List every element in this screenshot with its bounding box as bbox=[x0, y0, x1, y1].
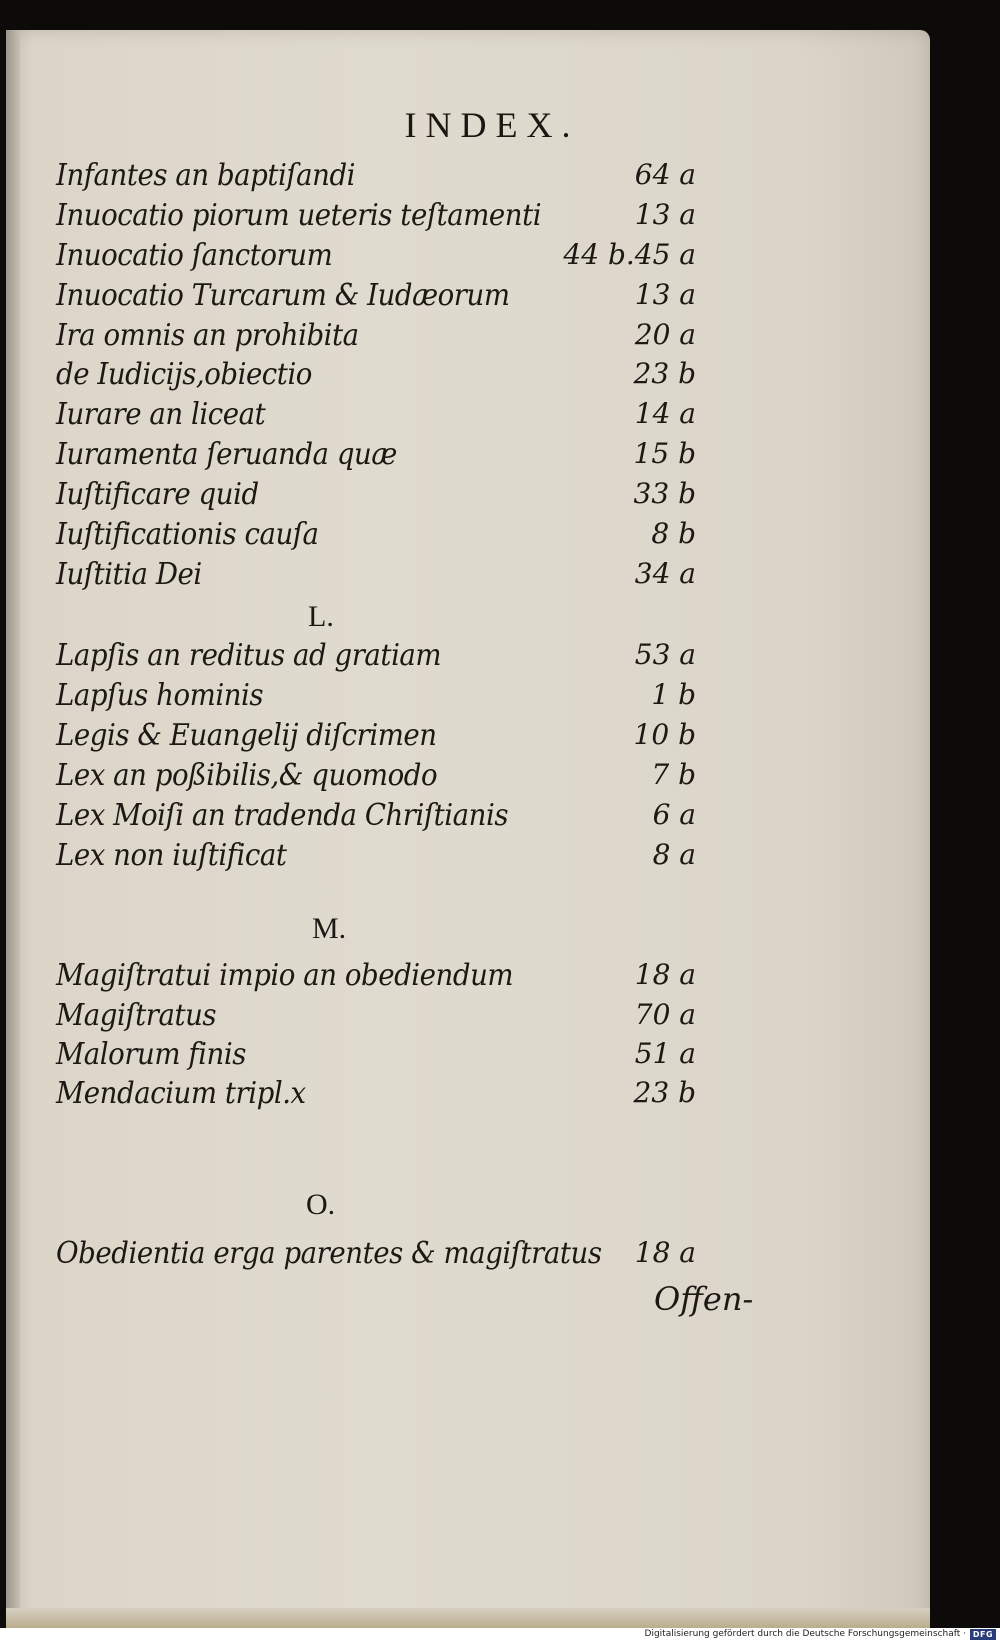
entry-term: Iuramenta ſeruanda quæ bbox=[56, 437, 397, 472]
index-entry bbox=[56, 318, 696, 358]
entry-term: Iuſtificationis cauſa bbox=[56, 517, 319, 552]
entry-term: Inuocatio ſanctorum bbox=[56, 238, 333, 273]
page-heading: INDEX. bbox=[404, 105, 580, 145]
entry-page-ref: 1 b bbox=[651, 678, 696, 711]
index-entry bbox=[56, 998, 696, 1038]
index-entry bbox=[56, 278, 696, 318]
index-entry bbox=[56, 838, 696, 878]
entry-term: Iuſtitia Dei bbox=[56, 557, 202, 592]
index-entry bbox=[56, 397, 696, 437]
entry-term: Legis & Euangelij diſcrimen bbox=[56, 718, 437, 753]
entry-term: Iuſtificare quid bbox=[56, 477, 259, 512]
entry-page-ref: 23 b bbox=[633, 357, 696, 390]
index-entry bbox=[56, 238, 696, 278]
entry-term: Malorum finis bbox=[56, 1037, 246, 1072]
funding-credit: Digitalisierung gefördert durch die Deutsche Forschungsgemeinschaft · bbox=[644, 1629, 966, 1639]
entry-term: Lex Moiſi an tradenda Chriſtianis bbox=[56, 798, 509, 833]
index-entry bbox=[56, 437, 696, 477]
index-entry bbox=[56, 477, 696, 517]
entry-page-ref: 64 a bbox=[634, 158, 696, 191]
section-letter-m: M. bbox=[312, 912, 347, 945]
page-bottom-edge bbox=[6, 1608, 930, 1628]
section-letter-o: O. bbox=[306, 1188, 336, 1221]
entry-term: Magiſtratus bbox=[56, 998, 217, 1033]
section-letter-l: L. bbox=[308, 600, 334, 633]
entry-page-ref: 6 a bbox=[652, 798, 696, 831]
entry-term: Inuocatio Turcarum & Iudæorum bbox=[56, 278, 510, 313]
index-entry bbox=[56, 758, 696, 798]
entry-term: Inuocatio piorum ueteris teſtamenti bbox=[56, 198, 542, 233]
entry-term: Lapſus hominis bbox=[56, 678, 264, 713]
entry-page-ref: 33 b bbox=[633, 477, 696, 510]
entry-term: Ira omnis an prohibita bbox=[56, 318, 359, 353]
index-entry bbox=[56, 1076, 696, 1116]
index-entry bbox=[56, 1236, 696, 1276]
entry-page-ref: 20 a bbox=[634, 318, 696, 351]
index-entry bbox=[56, 638, 696, 678]
entry-term: Iurare an liceat bbox=[56, 397, 266, 432]
entry-page-ref: 13 a bbox=[634, 198, 696, 231]
entry-page-ref: 14 a bbox=[634, 397, 696, 430]
entry-term: de Iudicijs,obiectio bbox=[56, 357, 312, 392]
index-entry bbox=[56, 1037, 696, 1077]
index-entry bbox=[56, 357, 696, 397]
index-entry bbox=[56, 718, 696, 758]
entry-page-ref: 18 a bbox=[634, 1236, 696, 1269]
entry-page-ref: 8 b bbox=[651, 517, 696, 550]
index-entry bbox=[56, 198, 696, 238]
entry-page-ref: 10 b bbox=[633, 718, 696, 751]
entry-term: Lapſis an reditus ad gratiam bbox=[56, 638, 442, 673]
entry-page-ref: 70 a bbox=[634, 998, 696, 1031]
entry-page-ref: 8 a bbox=[652, 838, 696, 871]
entry-page-ref: 15 b bbox=[633, 437, 696, 470]
entry-page-ref: 23 b bbox=[633, 1076, 696, 1109]
index-entry bbox=[56, 557, 696, 597]
entry-page-ref: 7 b bbox=[651, 758, 696, 791]
entry-term: Obedientia erga parentes & magiſtratus bbox=[56, 1236, 602, 1271]
page-gutter-shadow bbox=[6, 30, 20, 1628]
dfg-logo: DFG bbox=[970, 1629, 996, 1640]
catchword: Offen- bbox=[654, 1280, 754, 1318]
index-entry bbox=[56, 517, 696, 557]
index-entry bbox=[56, 158, 696, 198]
entry-page-ref: 53 a bbox=[634, 638, 696, 671]
entry-term: Lex non iuſtificat bbox=[56, 838, 287, 873]
entry-page-ref: 34 a bbox=[634, 557, 696, 590]
entry-page-ref: 51 a bbox=[634, 1037, 696, 1070]
index-entry bbox=[56, 798, 696, 838]
entry-term: Mendacium tripl.x bbox=[56, 1076, 306, 1111]
index-entry bbox=[56, 678, 696, 718]
entry-page-ref: 13 a bbox=[634, 278, 696, 311]
entry-page-ref: 44 b.45 a bbox=[563, 238, 696, 271]
entry-term: Infantes an baptiſandi bbox=[56, 158, 356, 193]
entry-page-ref: 18 a bbox=[634, 958, 696, 991]
digitization-footer bbox=[0, 1628, 1000, 1641]
entry-term: Magiſtratui impio an obediendum bbox=[56, 958, 514, 993]
entry-term: Lex an poßibilis,& quomodo bbox=[56, 758, 438, 793]
index-entry bbox=[56, 958, 696, 998]
